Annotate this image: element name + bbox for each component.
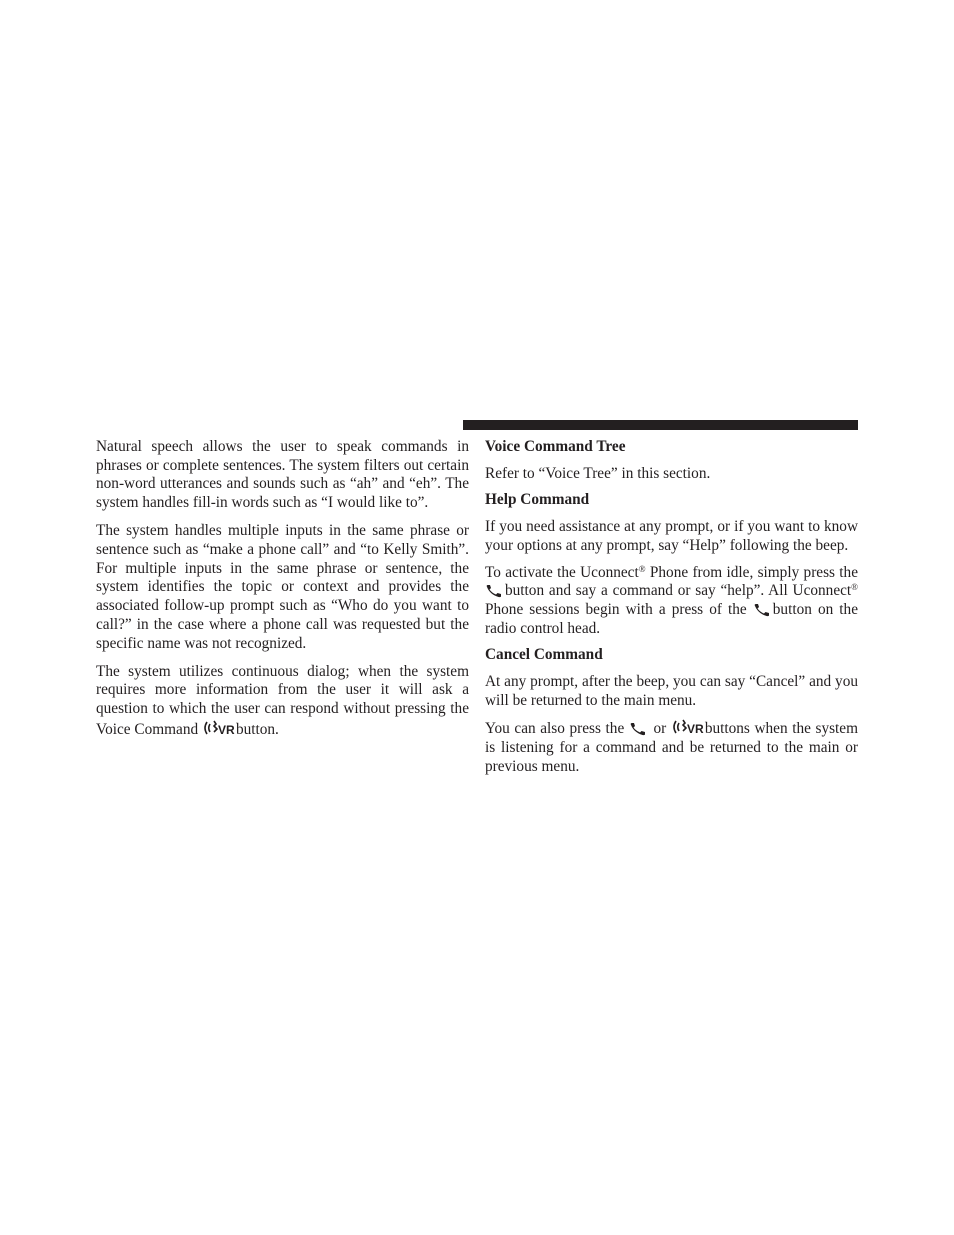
heading-help-command: Help Command xyxy=(485,491,590,509)
right-column xyxy=(485,438,858,785)
paragraph-help: If you need assistance at any prompt, or if you want to know your options at any prompt, say “Help” following the beep. xyxy=(485,518,858,554)
paragraph-press-buttons: You can also press the or VR buttons when the system is listening for a command and be returned to the main or previous menu. xyxy=(485,720,858,775)
heading-cancel-command: Cancel Command xyxy=(485,646,603,664)
left-column xyxy=(96,438,469,749)
svg-text:VR: VR xyxy=(217,722,235,737)
paragraph-voice-tree-ref: Refer to “Voice Tree” in this section. xyxy=(485,464,711,482)
paragraph-continuous-dialog: The system utilizes continuous dialog; when the system requires more information from the user it will ask a question to which the user can respond without pressing the Voice Command VR button. xyxy=(96,662,469,738)
paragraph-natural-speech: Natural speech allows the user to speak commands in phrases or complete sentences. The system filters out certain non-word utterances and sounds such as “ah” and “eh”. The system handles fill-in words such as “I would like to”. xyxy=(96,438,469,512)
heading-voice-command-tree: Voice Command Tree xyxy=(485,438,626,455)
paragraph-multiple-inputs: The system handles multiple inputs in the same phrase or sentence such as “make a phone call” and “to Kelly Smith”. For multiple inputs in the same phrase or sentence, the system identifies the topic or context and provides the associated follow-up prompt such as “Who do you want to call?” in the case where a phone call was requested but the specific name was not recognized. xyxy=(96,522,469,652)
section-header-bar xyxy=(463,420,858,430)
phone-icon xyxy=(629,722,649,736)
paragraph-activate-phone: To activate the Uconnect® Phone from idle, simply press the button and say a command or say “help”. All Uconnect® Phone sessions begin with a press of the button on the radio control head. xyxy=(485,563,858,637)
phone-icon xyxy=(485,584,505,598)
svg-text:VR: VR xyxy=(686,722,704,737)
phone-icon xyxy=(753,603,773,617)
voice-command-icon xyxy=(202,719,236,737)
voice-command-icon xyxy=(671,718,705,736)
paragraph-cancel: At any prompt, after the beep, you can say “Cancel” and you will be returned to the main menu. xyxy=(485,673,858,709)
